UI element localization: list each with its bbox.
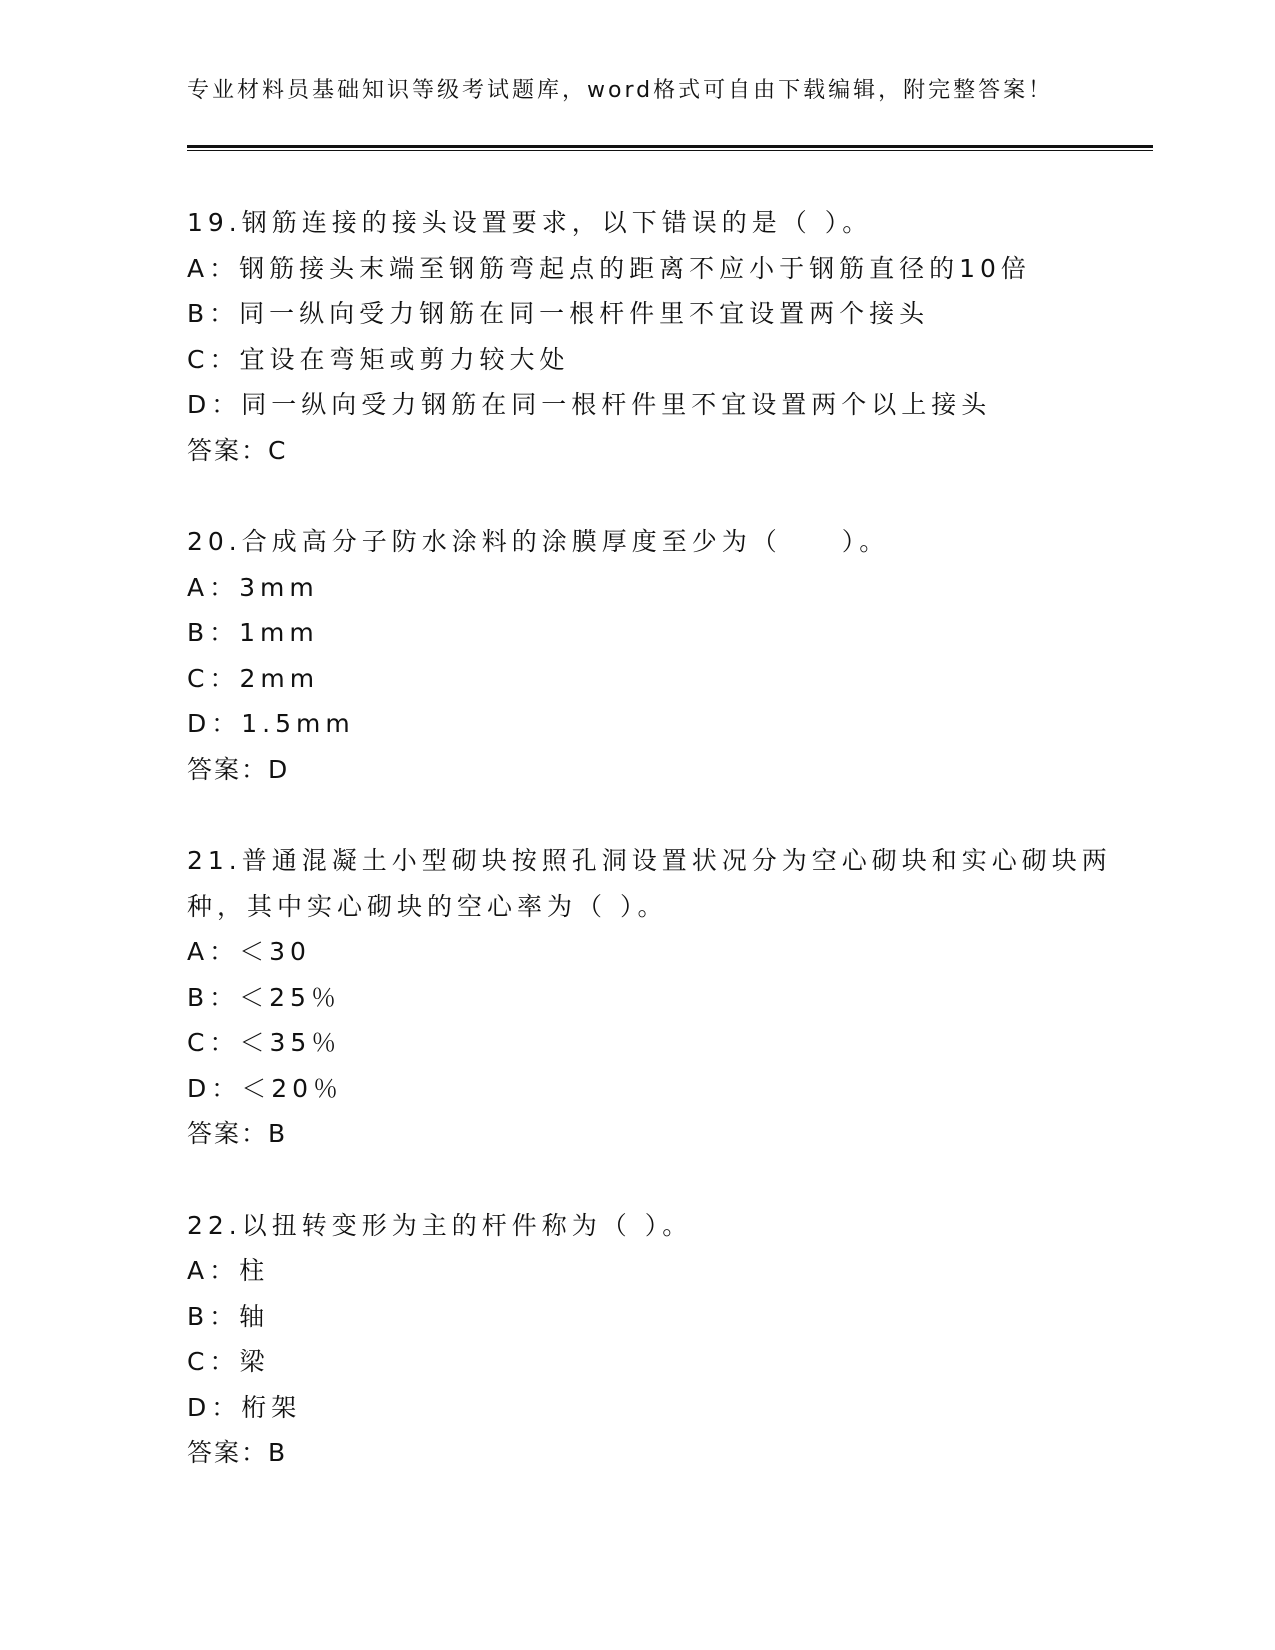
question-stem: 22.以扭转变形为主的杆件称为（ ）。	[187, 1210, 693, 1240]
header-rule-thin	[187, 150, 1153, 151]
option-a: A：＜30	[187, 937, 311, 966]
question-stem-continued: 种，其中实心砌块的空心率为（ ）。	[187, 891, 668, 921]
option-c: C：梁	[187, 1347, 270, 1376]
answer-label: 答案：C	[187, 435, 288, 465]
question-stem: 19.钢筋连接的接头设置要求，以下错误的是（ ）。	[187, 208, 873, 237]
question-22	[187, 1203, 1087, 1476]
option-d: D：1.5mm	[187, 709, 355, 738]
option-c: C：宜设在弯矩或剪力较大处	[187, 344, 570, 374]
option-b: B：＜25％	[187, 982, 341, 1012]
option-b: B：同一纵向受力钢筋在同一根杆件里不宜设置两个接头	[187, 299, 930, 328]
question-stem: 20.合成高分子防水涂料的涂膜厚度至少为（ ）。	[187, 527, 890, 556]
header-rule-thick	[187, 145, 1153, 148]
option-b: B：轴	[187, 1301, 270, 1331]
option-c: C：＜35％	[187, 1028, 342, 1057]
question-21	[187, 838, 1112, 1157]
option-b: B：1mm	[187, 618, 319, 647]
option-a: A：钢筋接头末端至钢筋弯起点的距离不应小于钢筋直径的10倍	[187, 253, 1031, 283]
page-header: 专业材料员基础知识等级考试题库，word格式可自由下载编辑，附完整答案！	[187, 78, 1054, 103]
option-d: D：同一纵向受力钢筋在同一根杆件里不宜设置两个以上接头	[187, 390, 992, 419]
answer-label: 答案：B	[187, 1438, 288, 1467]
question-20	[187, 519, 1087, 792]
option-a: A：柱	[187, 1256, 270, 1285]
option-d: D：＜20％	[187, 1073, 344, 1103]
question-stem: 21.普通混凝土小型砌块按照孔洞设置状况分为空心砌块和实心砌块两	[187, 846, 1112, 875]
option-c: C：2mm	[187, 663, 320, 693]
option-d: D：桁架	[187, 1392, 302, 1422]
answer-label: 答案：D	[187, 754, 290, 784]
question-list	[187, 200, 1112, 1522]
question-19	[187, 200, 1087, 473]
answer-label: 答案：B	[187, 1119, 288, 1148]
option-a: A：3mm	[187, 572, 319, 602]
